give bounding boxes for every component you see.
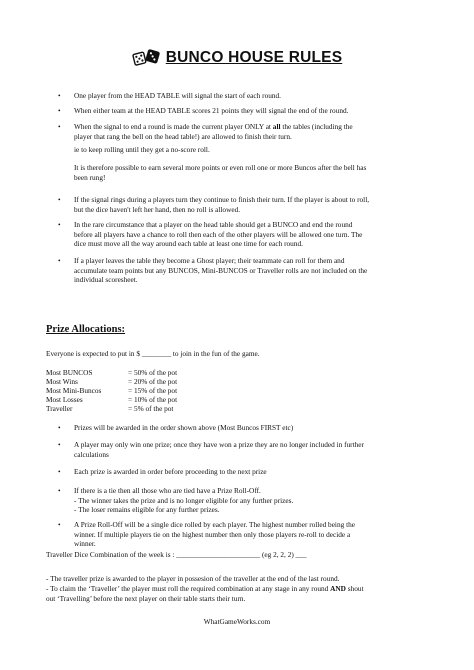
prize-share: = 50% of the pot [128, 368, 178, 377]
rule-2: When either team at the HEAD TABLE scores 21 points they will signal the end of the round. [74, 106, 349, 115]
page-title: BUNCO HOUSE RULES [165, 49, 343, 66]
prize-rule-1: Prizes will be awarded in the order shown above (Most Buncos FIRST etc) [74, 423, 294, 432]
rule-4: If the signal rings during a players turn they continue to finish their turn. If the player is about to roll, but the dice haven't left her hand, then no roll is allowed. [74, 195, 370, 214]
prize-rule-5: A Prize Roll-Off will be a single dice rolled by each player. The highest number rolled being the winner. If multiple players tie on the highest number then only those players re-roll to decide a winner. [74, 520, 355, 549]
title-row [0, 47, 474, 69]
rule-1: One player from the HEAD TABLE will signal the start of each round. [74, 91, 281, 100]
traveller-note-2: - To claim the ‘Traveller’ the player must roll the required combination at any stage in any round AND shout [46, 584, 364, 593]
traveller-combo-line: Traveller Dice Combination of the week is : _______________________ (eg 2, 2, 2) ___ [46, 550, 307, 559]
rule-note-2: It is therefore possible to earn several more points or even roll one or more Buncos after the bell has been rung! [74, 163, 367, 182]
bullet-icon: • [58, 467, 61, 476]
prize-heading: Prize Allocations: [46, 324, 126, 335]
bullet-icon: • [58, 195, 61, 204]
entry-fee-line: Everyone is expected to put in $ ________ to join in the fun of the game. [46, 349, 260, 358]
bullet-icon: • [58, 220, 61, 229]
dice-icon [132, 49, 162, 67]
traveller-note-2-cont: out ‘Travelling’ before the next player on their table starts their turn. [46, 594, 246, 603]
prize-share: = 20% of the pot [128, 377, 178, 386]
bullet-icon: • [58, 520, 61, 529]
prize-share: = 15% of the pot [128, 386, 178, 395]
bullet-icon: • [58, 122, 61, 131]
rule-note-1: ie to keep rolling until they get a no-score roll. [74, 145, 210, 154]
prize-rule-4: If there is a tie then all those who are tied have a Prize Roll-Off. - The winner takes the prize and is no longer eligible for any further prizes. - The loser remains eligible for any further prizes. [74, 486, 294, 515]
bullet-icon: • [58, 486, 61, 495]
rule-5: In the rare circumstance that a player on the head table should get a BUNCO and end the round before all players have a chance to roll then each of the other players will be allowed one turn. The dice must move all the way around each table at least one time for each round. [74, 220, 363, 249]
bullet-icon: • [58, 91, 61, 100]
prize-rule-3: Each prize is awarded in order before proceeding to the next prize [74, 467, 267, 476]
rule-6: If a player leaves the table they become a Ghost player; their teammate can roll for them and accumulate team points but any BUNCOS, Mini-BUNCOS or Traveller rolls are not included on the individual scoresheet. [74, 256, 368, 285]
rule-3: When the signal to end a round is made the current player ONLY at all the tables (including the player that rang the bell on the head table!) are allowed to finish their turn. [74, 122, 353, 141]
prize-name: Most Wins [46, 377, 78, 386]
prize-name: Most Mini-Buncos [46, 386, 102, 395]
bullet-icon: • [58, 440, 61, 449]
bullet-icon: • [58, 423, 61, 432]
bullet-icon: • [58, 106, 61, 115]
traveller-note-1: - The traveller prize is awarded to the player in possesion of the traveller at the end of the last round. [46, 574, 340, 583]
prize-name: Traveller [46, 404, 73, 413]
prize-share: = 10% of the pot [128, 395, 178, 404]
prize-share: = 5% of the pot [128, 404, 174, 413]
prize-rule-2: A player may only win one prize; once they have won a prize they are no longer included in further calculations [74, 440, 364, 459]
bullet-icon: • [58, 256, 61, 265]
prize-name: Most BUNCOS [46, 368, 93, 377]
prize-name: Most Losses [46, 395, 83, 404]
footer-site: WhatGameWorks.com [203, 617, 271, 626]
